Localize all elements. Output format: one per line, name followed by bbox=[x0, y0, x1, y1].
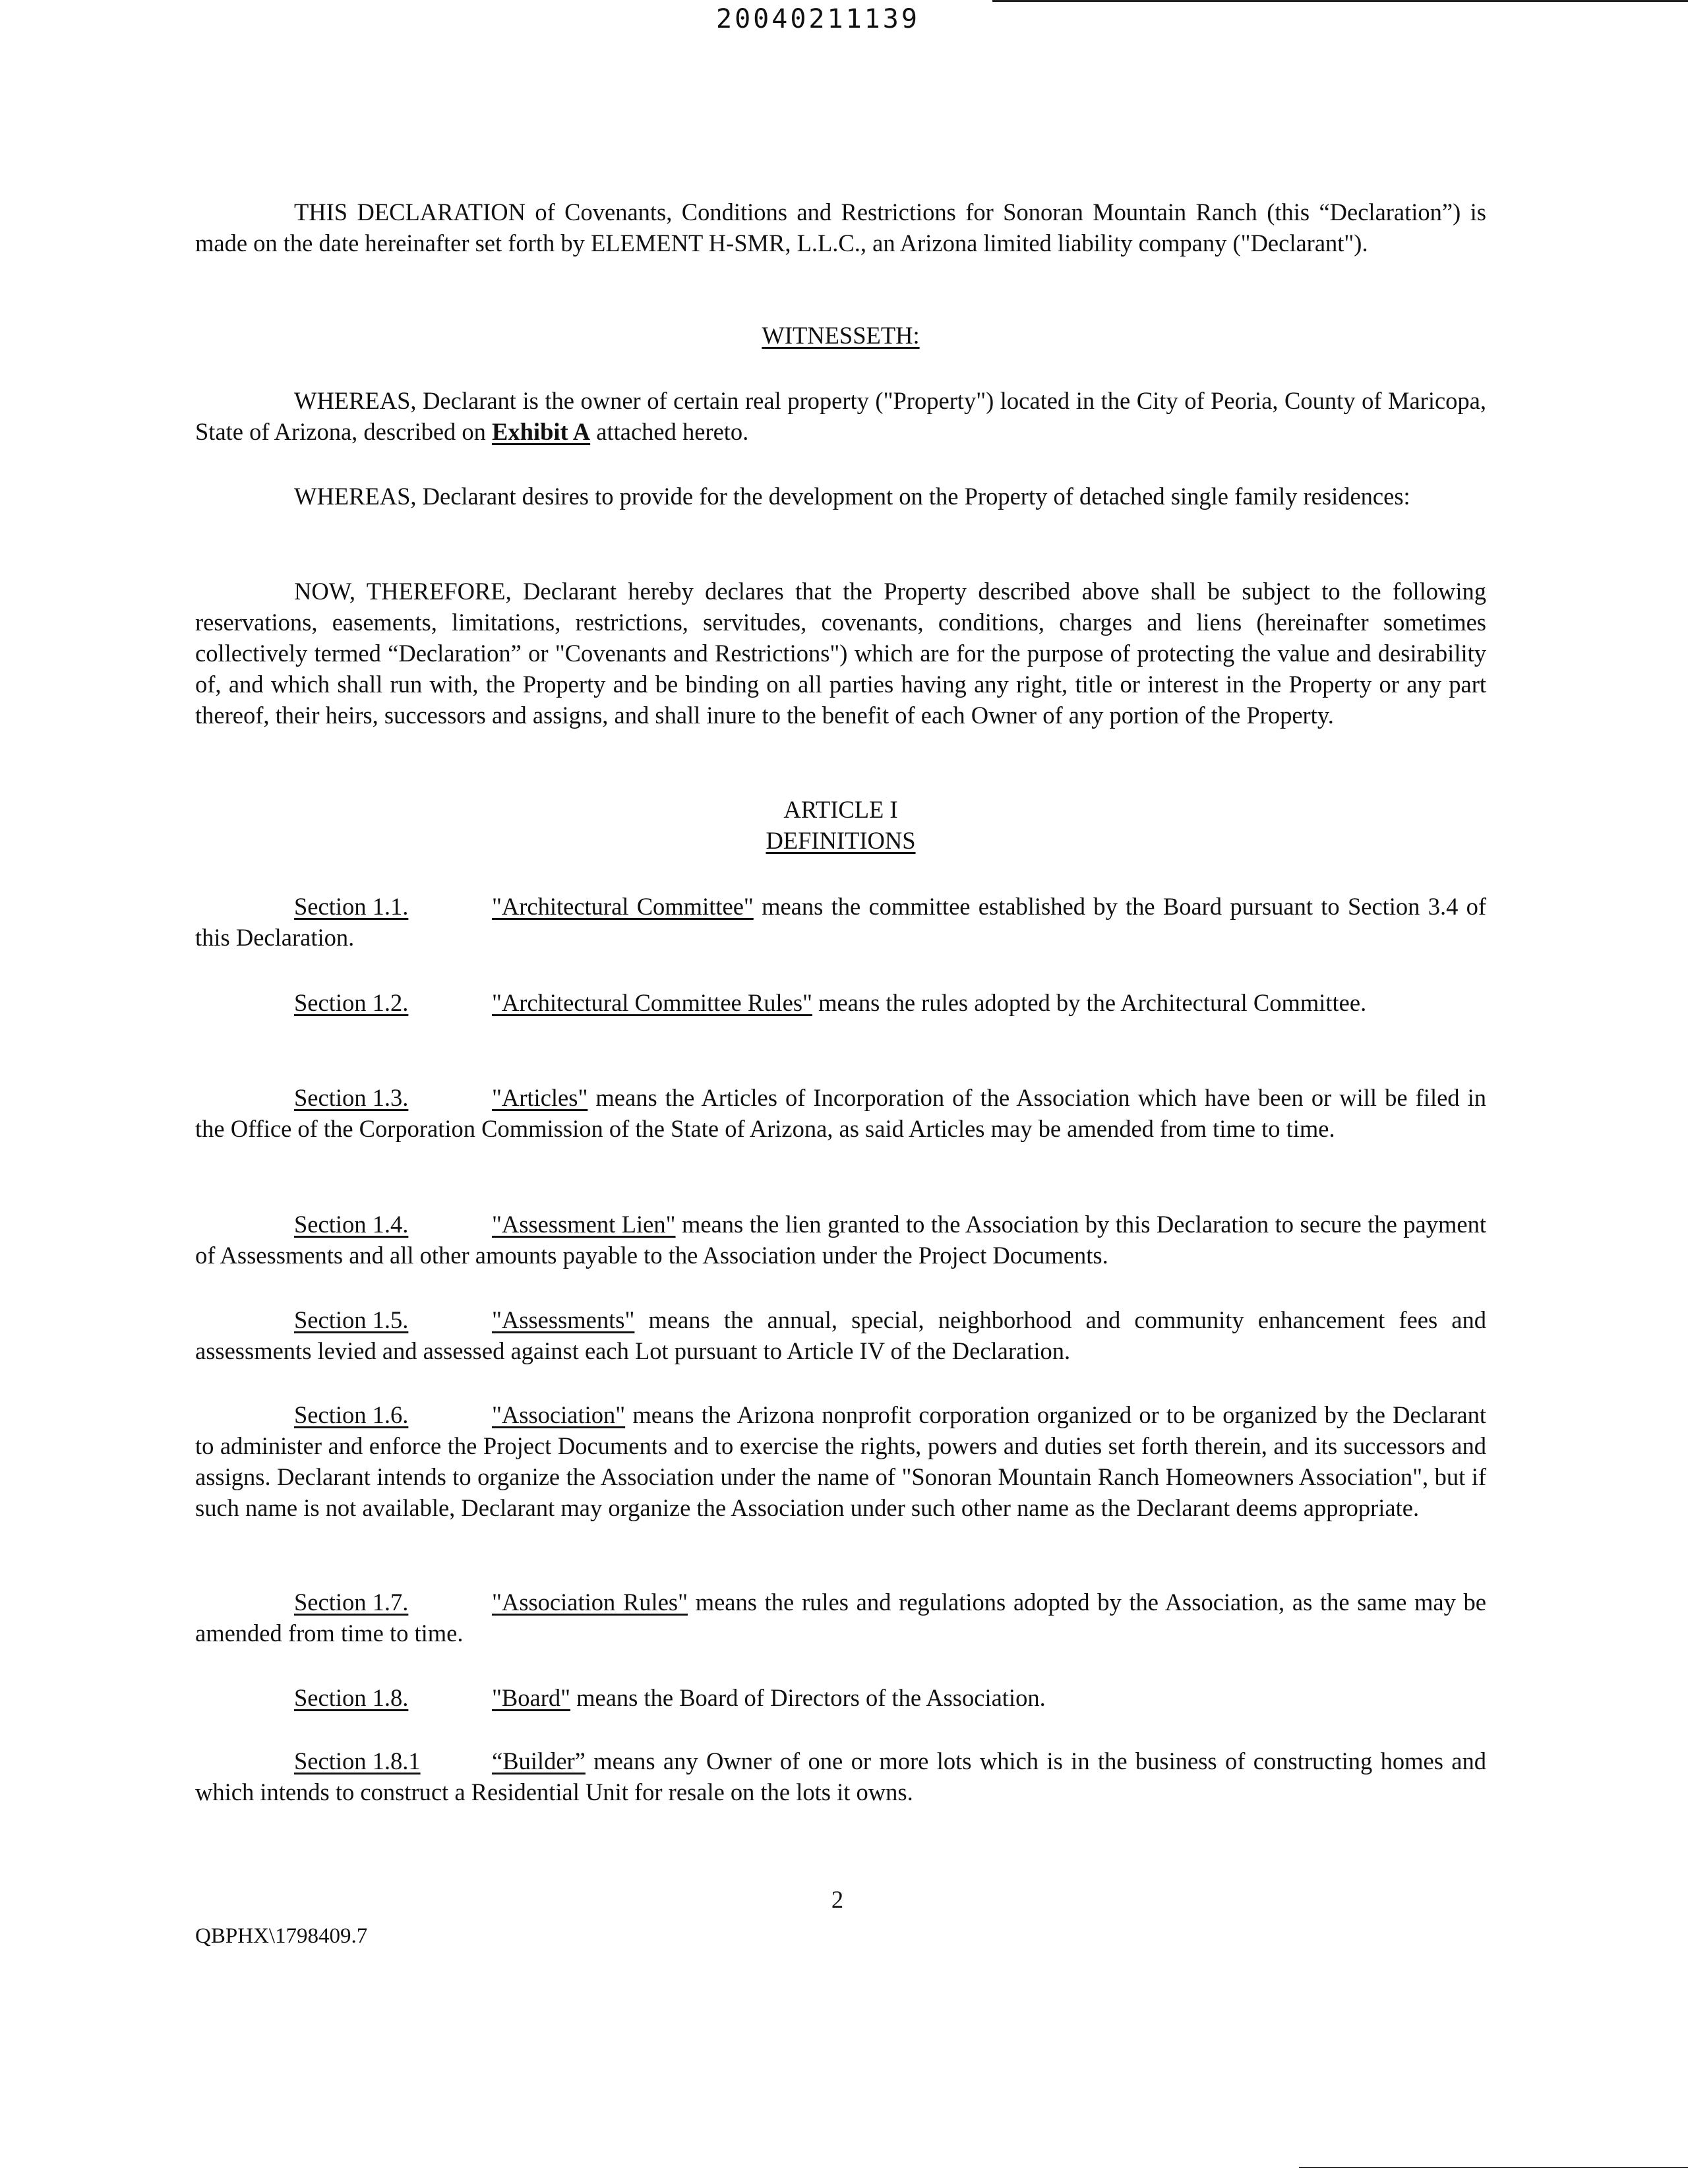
exhibit-a-reference: Exhibit A bbox=[492, 418, 591, 445]
section-1-6 bbox=[195, 1399, 1486, 1523]
intro-paragraph: THIS DECLARATION of Covenants, Conditions and Restrictions for Sonoran Mountain Ranch (this “Declaration”) is made on the date hereinafter set forth by ELEMENT H-SMR, L.L.C., an Arizona limited liability company ("Declarant"). bbox=[195, 198, 1486, 257]
bottom-rule bbox=[1299, 2167, 1688, 2168]
whereas-paragraph-1 bbox=[195, 385, 1486, 447]
defined-term: "Association Rules" bbox=[492, 1589, 688, 1616]
article-title bbox=[195, 825, 1486, 856]
section-1-4 bbox=[195, 1209, 1486, 1271]
whereas-1-text: WHEREAS, Declarant is the owner of certain real property ("Property") located in the City of Peoria, County of Maricopa, State of Arizona, described on bbox=[195, 387, 1486, 445]
article-title-text: DEFINITIONS bbox=[766, 827, 916, 854]
defined-term: "Architectural Committee" bbox=[492, 893, 754, 920]
section-label: Section 1.4. bbox=[294, 1211, 409, 1238]
footer-document-id: QBPHX\1798409.7 bbox=[195, 1924, 368, 1948]
definition-text: means the Board of Directors of the Association. bbox=[570, 1684, 1046, 1711]
defined-term: "Assessments" bbox=[492, 1306, 635, 1333]
defined-term: "Board" bbox=[492, 1684, 570, 1711]
section-1-2 bbox=[195, 987, 1486, 1018]
definition-text: means any Owner of one or more lots which is in the business of constructing homes and which intends to construct a Residential Unit for resale on the lots it owns. bbox=[195, 1747, 1486, 1805]
section-1-5 bbox=[195, 1304, 1486, 1366]
section-label: Section 1.6. bbox=[294, 1401, 409, 1428]
definition-text: means the rules adopted by the Architectural Committee. bbox=[812, 989, 1367, 1016]
section-1-3 bbox=[195, 1082, 1486, 1144]
definition-text: means the Arizona nonprofit corporation organized or to be organized by the Declarant to administer and enforce the Project Documents and to exercise the rights, powers and duties set forth therein, and its successors and assigns. Declarant intends to organize the Association under the name of "Sonoran Mountain Ranch Homeowners Association", but if such name is not available, Declarant may organize the Association under such other name as the Declarant deems appropriate. bbox=[195, 1401, 1486, 1521]
section-label: Section 1.1. bbox=[294, 893, 409, 920]
defined-term: "Association" bbox=[492, 1401, 626, 1428]
page-number: 2 bbox=[831, 1886, 844, 1913]
section-1-8 bbox=[195, 1682, 1486, 1713]
definition-text: means the committee established by the Board pursuant to Section 3.4 of this Declaration. bbox=[195, 893, 1486, 951]
defined-term: "Assessment Lien" bbox=[492, 1211, 676, 1238]
now-therefore-paragraph: NOW, THEREFORE, Declarant hereby declares that the Property described above shall be subject to the following reservations, easements, limitations, restrictions, servitudes, covenants, conditions, charges and liens (hereinafter sometimes collectively termed “Declaration” or "Covenants and Restrictions") which are for the purpose of protecting the value and desirability of, and which shall run with, the Property and be binding on all parties having any right, title or interest in the Property or any part thereof, their heirs, successors and assigns, and shall inure to the benefit of each Owner of any portion of the Property. bbox=[195, 578, 1486, 729]
whereas-1-tail: attached hereto. bbox=[590, 418, 749, 445]
defined-term: "Articles" bbox=[492, 1084, 588, 1111]
section-1-7 bbox=[195, 1587, 1486, 1649]
section-1-8-1 bbox=[195, 1745, 1486, 1807]
section-label: Section 1.5. bbox=[294, 1306, 409, 1333]
whereas-paragraph-2: WHEREAS, Declarant desires to provide for the development on the Property of detached single family residences: bbox=[294, 483, 1410, 510]
section-label: Section 1.8. bbox=[294, 1684, 409, 1711]
defined-term: "Architectural Committee Rules" bbox=[492, 989, 812, 1016]
section-label: Section 1.2. bbox=[294, 989, 409, 1016]
article-number: ARTICLE I bbox=[783, 796, 898, 823]
section-label: Section 1.8.1 bbox=[294, 1747, 421, 1774]
definition-text: means the Articles of Incorporation of the Association which have been or will be filed in the Office of the Corporation Commission of the State of Arizona, as said Articles may be amended from time to time. bbox=[195, 1084, 1486, 1142]
definition-text: means the annual, special, neighborhood and community enhancement fees and assessments levied and assessed against each Lot pursuant to Article IV of the Declaration. bbox=[195, 1306, 1486, 1364]
section-label: Section 1.7. bbox=[294, 1589, 409, 1616]
top-rule bbox=[992, 0, 1688, 2]
section-label: Section 1.3. bbox=[294, 1084, 409, 1111]
definition-text: means the lien granted to the Association by this Declaration to secure the payment of Assessments and all other amounts payable to the Association under the Project Documents. bbox=[195, 1211, 1486, 1269]
witnesseth-heading: WITNESSETH: bbox=[762, 322, 920, 349]
section-1-1 bbox=[195, 891, 1486, 953]
definition-text: means the rules and regulations adopted by the Association, as the same may be amended from time to time. bbox=[195, 1589, 1487, 1647]
defined-term: “Builder” bbox=[492, 1747, 586, 1774]
document-number: 20040211139 bbox=[716, 4, 920, 34]
